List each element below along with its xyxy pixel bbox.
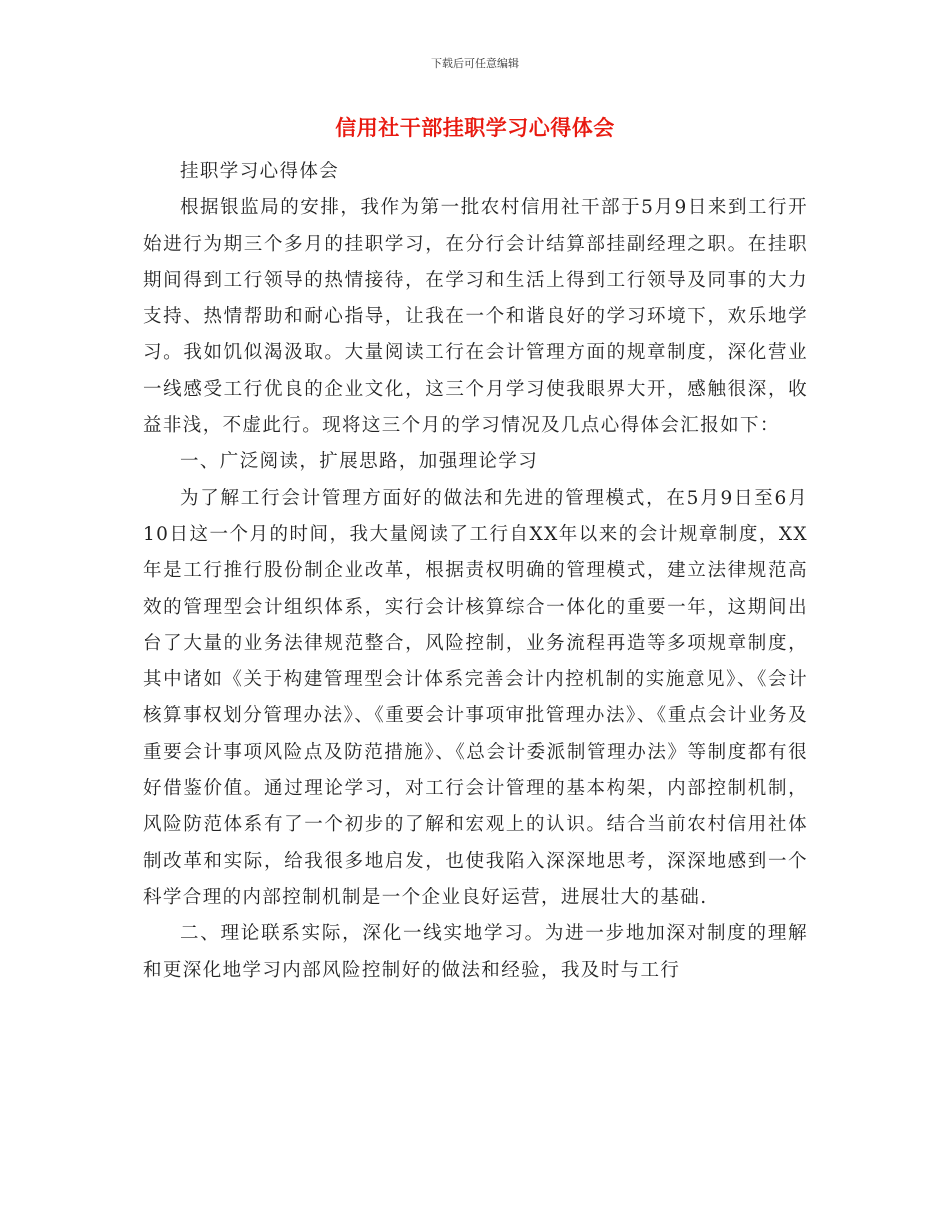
subtitle-paragraph: 挂职学习心得体会 xyxy=(180,161,340,182)
section-1-paragraph: 为了解工行会计管理方面好的做法和先进的管理模式，在5月9日至6月10日这一个月的时间，我大量阅读了工行自XX年以来的会计规章制度，XX年是工行推行股份制企业改革，根据责权明确的管理模式，建立法律规范高效的管理型会计组织体系，实行会计核算综合一体化的重要一年，这期间出台了大量的业务法律规范整合，风险控制，业务流程再造等多项规章制度，其中诸如《关于构建管理型会计体系完善会计内控机制的实施意见》、《会计核算事权划分管理办法》、《重要会计事项审批管理办法》、《重点会计业务及重要会计事项风险点及防范措施》、《总会计委派制管理办法》等制度都有很好借鉴价值。通过理论学习，对工行会计管理的基本构架，内部控制机制，风险防范体系有了一个初步的了解和宏观上的认识。结合当前农村信用社体制改革和实际，给我很多地启发，也使我陷入深深地思考，深深地感到一个科学合理的内部控制机制是一个企业良好运营，进展壮大的基础. xyxy=(143,487,808,908)
intro-paragraph: 根据银监局的安排，我作为第一批农村信用社干部于5月9日来到工行开始进行为期三个多月的挂职学习，在分行会计结算部挂副经理之职。在挂职期间得到工行领导的热情接待，在学习和生活上得到工行领导及同事的大力支持、热情帮助和耐心指导，让我在一个和谐良好的学习环境下，欢乐地学习。我如饥似渴汲取。大量阅读工行在会计管理方面的规章制度，深化营业一线感受工行优良的企业文化，这三个月学习使我眼界大开，感触很深，收益非浅，不虚此行。现将这三个月的学习情况及几点心得体会汇报如下： xyxy=(143,197,808,437)
document-title: 信用社干部挂职学习心得体会 xyxy=(335,115,615,140)
section-heading-1: 一、广泛阅读，扩展思路，加强理论学习 xyxy=(180,451,539,473)
section-2-paragraph: 二、理论联系实际，深化一线实地学习。为进一步地加深对制度的理解和更深化地学习内部风险控制好的做法和经验，我及时与工行 xyxy=(143,923,808,981)
document-body xyxy=(143,154,808,989)
header-note: 下载后可任意编辑 xyxy=(431,57,519,70)
